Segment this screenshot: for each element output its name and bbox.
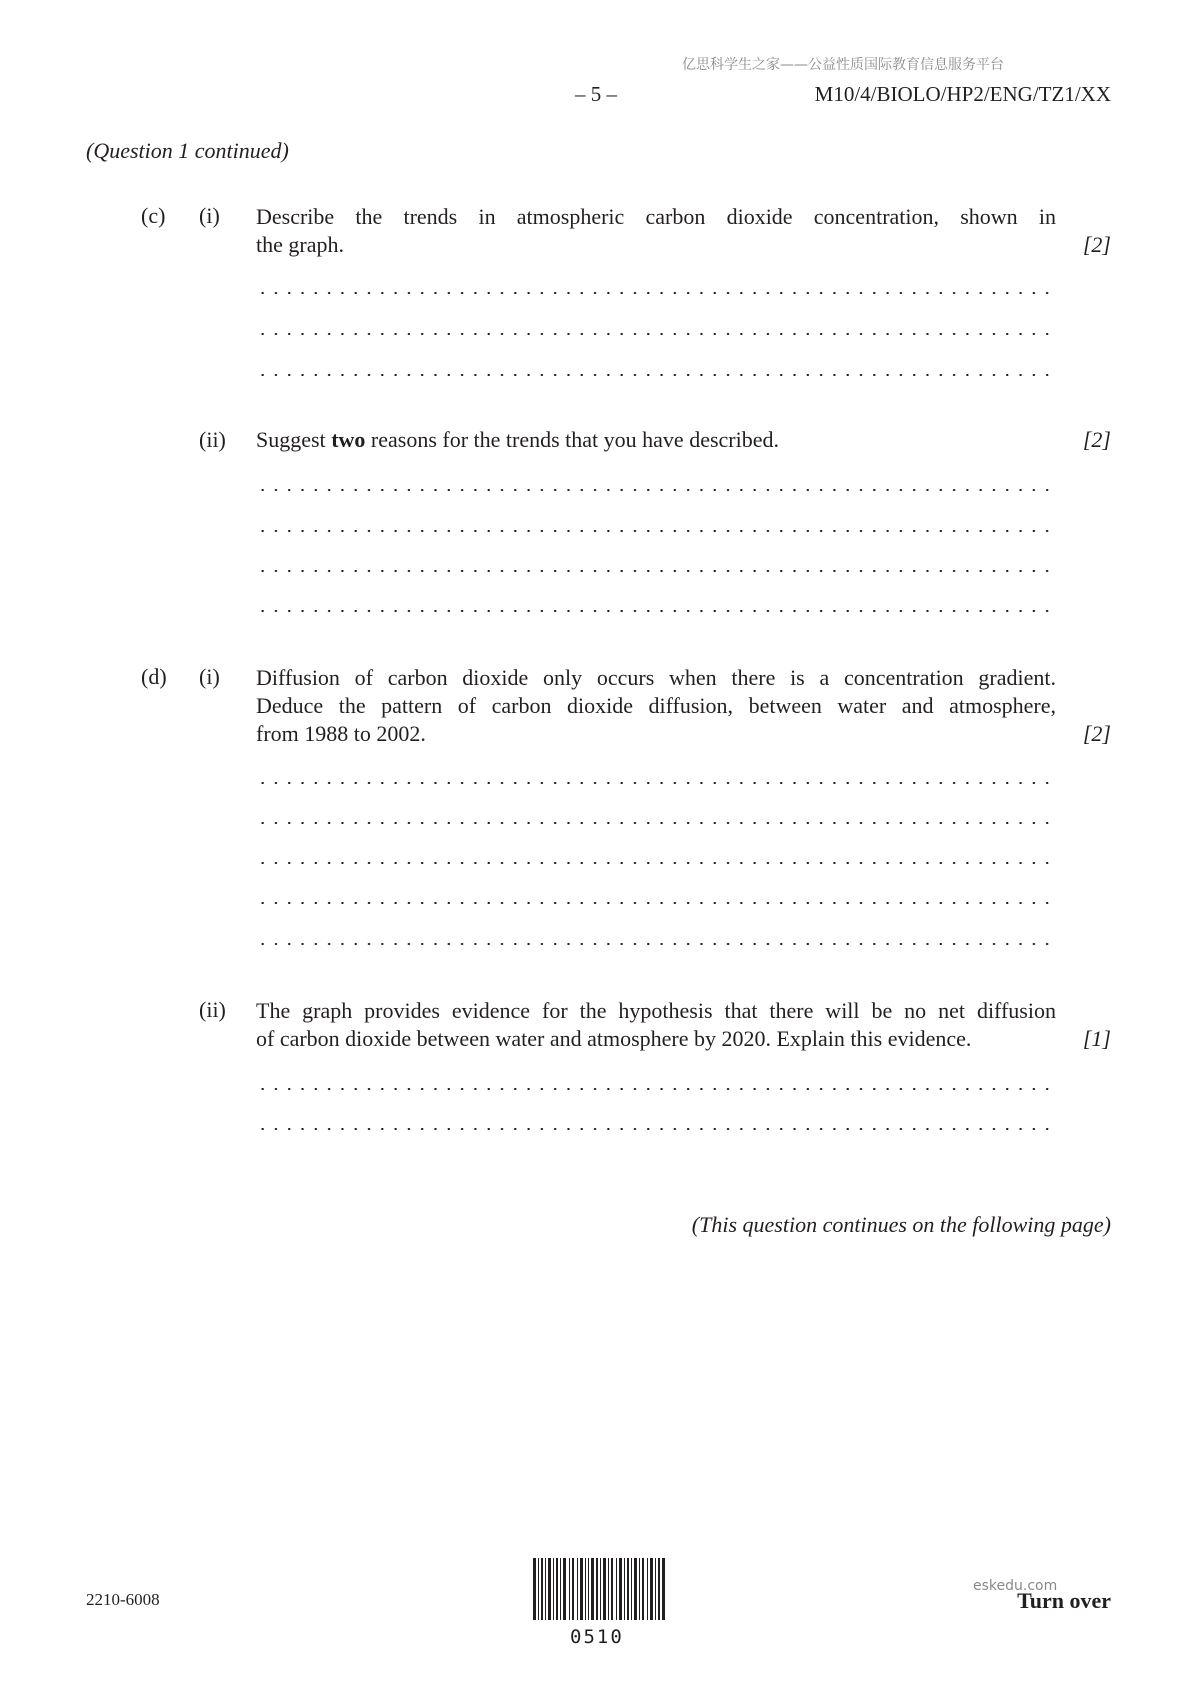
continues-note: (This question continues on the following page) — [691, 1212, 1111, 1237]
part-d-i-label: (i) — [199, 664, 220, 689]
part-d-ii-question — [256, 997, 1056, 1053]
question-line: the graph. — [256, 232, 344, 257]
part-c-i-label: (i) — [199, 203, 220, 228]
part-c-ii-question — [256, 427, 779, 453]
part-c-ii-marks: [2] — [1082, 427, 1111, 452]
question-continued-label: (Question 1 continued) — [86, 138, 289, 163]
barcode-number: 0510 — [570, 1626, 624, 1648]
answer-line[interactable] — [256, 1088, 1054, 1090]
part-c-ii-label: (ii) — [199, 427, 226, 452]
answer-line[interactable] — [256, 374, 1054, 376]
question-line: Describe the trends in atmospheric carbon dioxide concentration, shown in — [256, 204, 1056, 229]
question-line: Diffusion of carbon dioxide only occurs when there is a concentration gradient. — [256, 665, 1056, 690]
turn-over-label: Turn over — [1017, 1588, 1111, 1613]
part-d-ii-marks: [1] — [1082, 1026, 1111, 1051]
part-d-i-question — [256, 664, 1056, 748]
question-text: reasons for the trends that you have described. — [365, 427, 779, 452]
question-text: Suggest — [256, 427, 332, 452]
answer-line[interactable] — [256, 292, 1054, 294]
answer-line[interactable] — [256, 862, 1054, 864]
page-number: – 5 – — [575, 82, 617, 106]
answer-line[interactable] — [256, 333, 1054, 335]
exam-code: 2210-6008 — [86, 1590, 160, 1609]
answer-line[interactable] — [256, 530, 1054, 532]
part-c-label: (c) — [141, 203, 166, 228]
answer-line[interactable] — [256, 570, 1054, 572]
part-d-ii-label: (ii) — [199, 997, 226, 1022]
answer-line[interactable] — [256, 902, 1054, 904]
question-line: Deduce the pattern of carbon dioxide diffusion, between water and atmosphere, — [256, 693, 1056, 718]
emphasis-text: two — [331, 427, 366, 452]
part-c-i-marks: [2] — [1082, 232, 1111, 257]
answer-line[interactable] — [256, 943, 1054, 945]
question-line: from 1988 to 2002. — [256, 721, 426, 746]
barcode — [533, 1558, 665, 1620]
part-d-i-marks: [2] — [1082, 721, 1111, 746]
answer-line[interactable] — [256, 782, 1054, 784]
question-line: of carbon dioxide between water and atmosphere by 2020. Explain this evidence. — [256, 1026, 972, 1051]
header-watermark: 亿思科学生之家——公益性质国际教育信息服务平台 — [682, 57, 1004, 73]
paper-code: M10/4/BIOLO/HP2/ENG/TZ1/XX — [814, 82, 1111, 106]
footer-watermark: eskedu.com — [973, 1578, 1058, 1594]
answer-line[interactable] — [256, 1128, 1054, 1130]
part-c-i-question — [256, 203, 1056, 259]
part-d-label: (d) — [141, 664, 167, 689]
answer-line[interactable] — [256, 822, 1054, 824]
answer-line[interactable] — [256, 489, 1054, 491]
question-line: The graph provides evidence for the hypothesis that there will be no net diffusion — [256, 998, 1056, 1023]
answer-line[interactable] — [256, 610, 1054, 612]
